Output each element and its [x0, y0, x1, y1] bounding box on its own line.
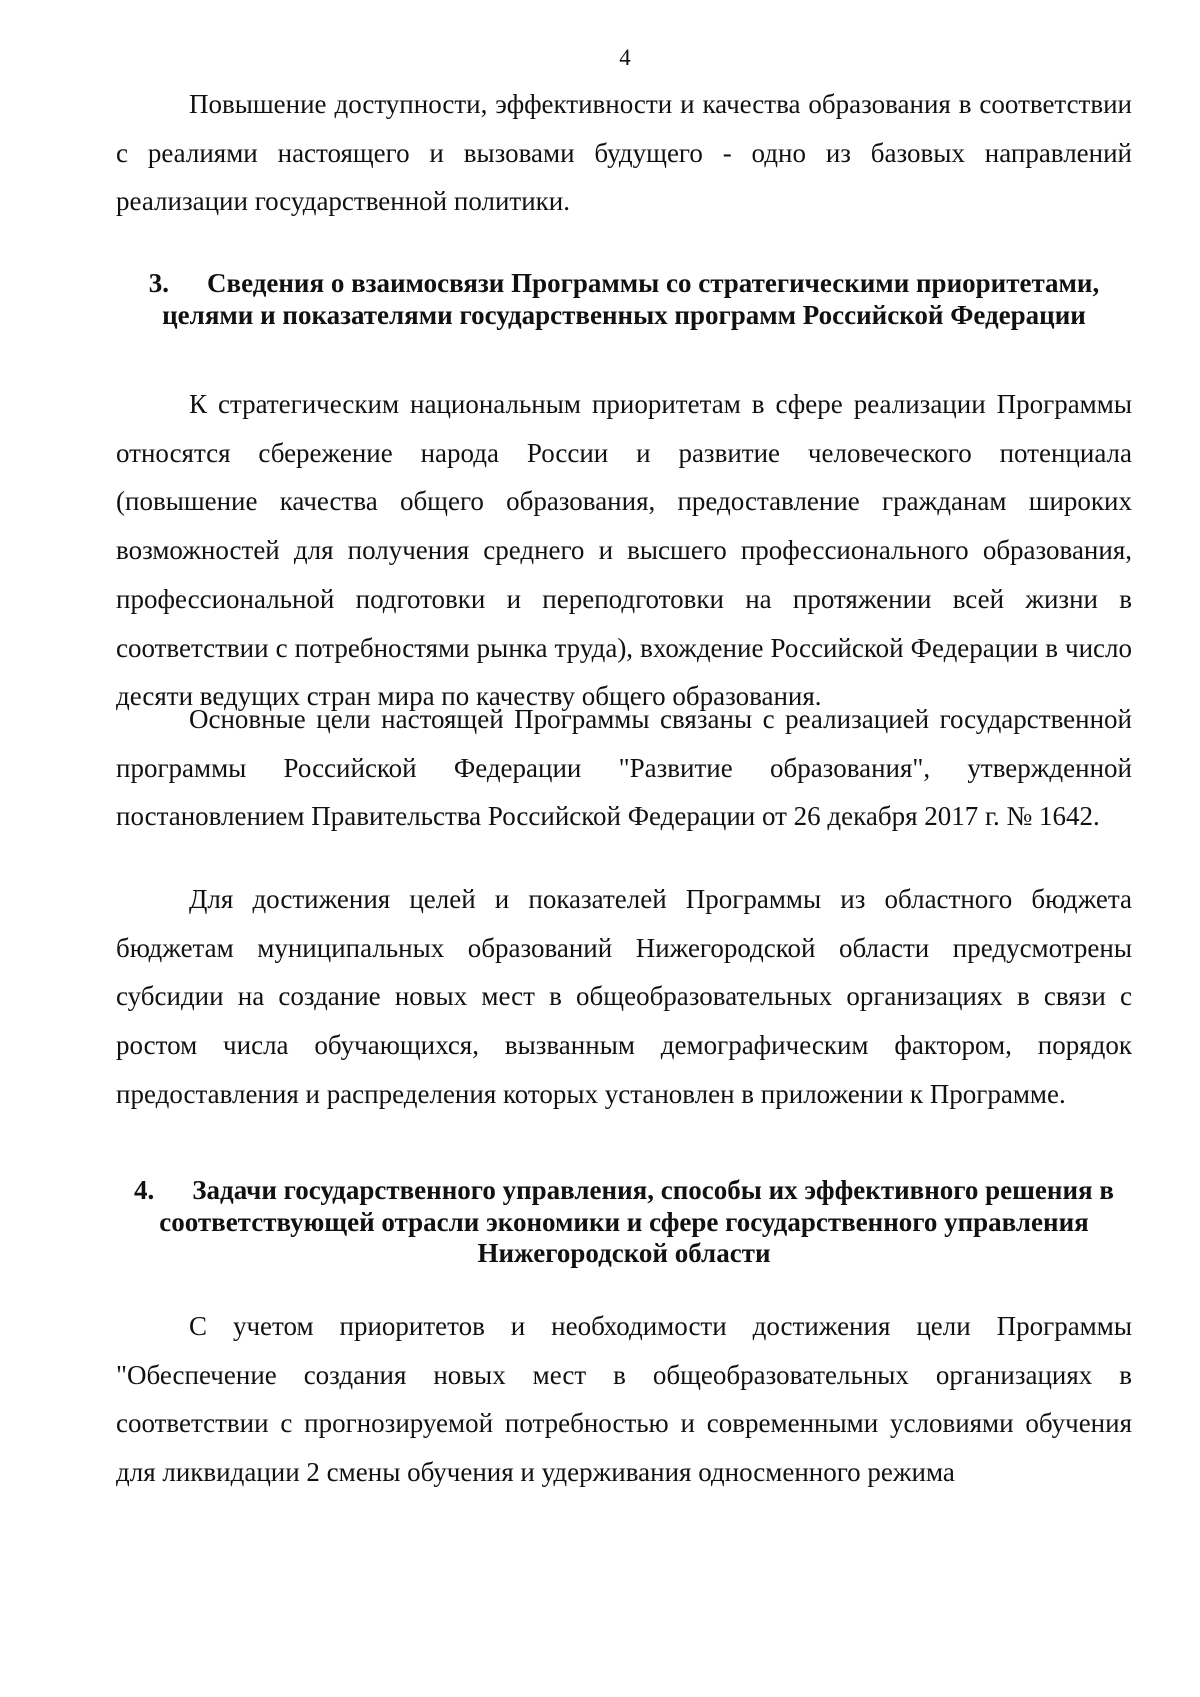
section-3-number: 3.	[148, 268, 169, 298]
intro-paragraph: Повышение доступности, эффективности и качества образования в соответствии с реалиями настоящего и вызовами будущего - одно из базовых направлений реализации государственной политики.	[116, 89, 1132, 217]
section-3-paragraph-1: К стратегическим национальным приоритетам в сфере реализации Программы относятся сбережение народа России и развитие человеческого потенциала (повышение качества общего образования, предоставление гражданам широких возможностей для получения среднего и высшего профессионального образования, профессиональной подготовки и переподготовки на протяжении всей жизни в соответствии с потребностями рынка труда), вхождение Российской Федерации в число десяти ведущих стран мира по качеству общего образования.	[116, 389, 1132, 712]
section-4-paragraph-1: С учетом приоритетов и необходимости достижения цели Программы "Обеспечение создания новых мест в общеобразовательных организациях в соответствии с прогнозируемой потребностью и современными условиями обучения для ликвидации 2 смены обучения и удерживания односменного режима	[116, 1311, 1132, 1488]
section-4-title: Задачи государственного управления, способы их эффективного решения в соответствующей отрасли экономики и сфере государственного управления Нижегородской области	[159, 1175, 1114, 1268]
section-4-heading	[116, 1175, 1132, 1270]
page-number: 4	[619, 45, 631, 70]
section-3-heading	[116, 268, 1132, 331]
section-3-title: Сведения о взаимосвязи Программы со стратегическими приоритетами, целями и показателями государственных программ Российской Федерации	[162, 268, 1100, 330]
section-3-paragraph-3: Для достижения целей и показателей Программы из областного бюджета бюджетам муниципальных образований Нижегородской области предусмотрены субсидии на создание новых мест в общеобразовательных организациях в связи с ростом числа обучающихся, вызванным демографическим фактором, порядок предоставления и распределения которых установлен в приложении к Программе.	[116, 884, 1132, 1109]
section-4-number: 4.	[134, 1175, 155, 1205]
section-3-paragraph-2: Основные цели настоящей Программы связаны с реализацией государственной программы Российской Федерации "Развитие образования", утвержденной постановлением Правительства Российской Федерации от 26 декабря 2017 г. № 1642.	[116, 704, 1132, 832]
